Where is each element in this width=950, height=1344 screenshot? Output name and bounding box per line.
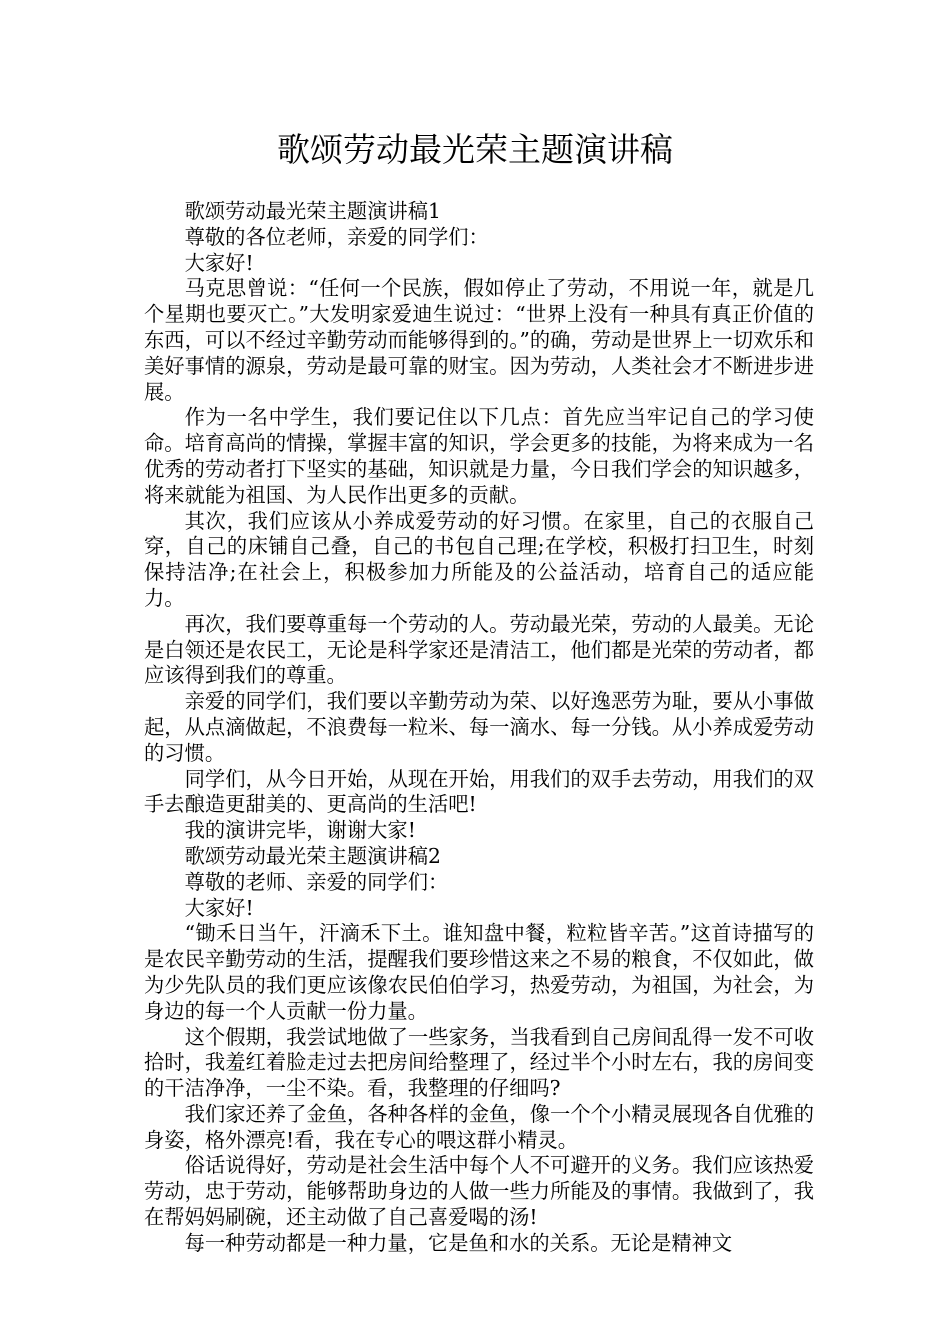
paragraph: 俗话说得好，劳动是社会生活中每个人不可避开的义务。我们应该热爱劳动，忠于劳动，能够帮助身边的人做一些力所能及的事情。我做到了，我在帮妈妈刷碗，还主动做了自己喜爱喝的汤! [144, 1153, 814, 1230]
paragraph: 尊敬的老师、亲爱的同学们： [184, 869, 449, 894]
paragraph: 亲爱的同学们，我们要以辛勤劳动为荣、以好逸恶劳为耻，要从小事做起，从点滴做起，不浪费每一粒米、每一滴水、每一分钱。从小养成爱劳动的习惯。 [144, 689, 814, 765]
paragraph: 每一种劳动都是一种力量，它是鱼和水的关系。无论是精神文 [184, 1230, 733, 1255]
paragraph: 再次，我们要尊重每一个劳动的人。劳动最光荣，劳动的人最美。无论是白领还是农民工，无论是科学家还是清洁工，他们都是光荣的劳动者，都应该得到我们的尊重。 [144, 611, 814, 688]
paragraph: 歌颂劳动最光荣主题演讲稿1 [184, 199, 441, 223]
paragraph: 这个假期，我尝试地做了一些家务，当我看到自己房间乱得一发不可收拾时，我羞红着脸走过去把房间给整理了，经过半个小时左右，我的房间变的干洁净净，一尘不染。看，我整理的仔细吗? [144, 1024, 814, 1101]
paragraph: 同学们，从今日开始，从现在开始，用我们的双手去劳动，用我们的双手去酿造更甜美的、更高尚的生活吧! [144, 766, 814, 817]
paragraph: 尊敬的各位老师，亲爱的同学们： [184, 224, 489, 249]
paragraph: 我们家还养了金鱼，各种各样的金鱼，像一个个小精灵展现各自优雅的身姿，格外漂亮!看，我在专心的喂这群小精灵。 [144, 1101, 814, 1152]
document-body [144, 199, 814, 1257]
paragraph: 作为一名中学生，我们要记住以下几点：首先应当牢记自己的学习使命。培育高尚的情操，掌握丰富的知识，学会更多的技能，为将来成为一名优秀的劳动者打下坚实的基础，知识就是力量，今日我们学会的知识越多，将来就能为祖国、为人民作出更多的贡献。 [144, 405, 814, 507]
paragraph: 马克思曾说：“任何一个民族，假如停止了劳动，不用说一年，就是几个星期也要灭亡。”大发明家爱迪生说过：“世界上没有一种具有真正价值的东西，可以不经过辛勤劳动而能够得到的。”的确，劳动是世界上一切欢乐和美好事情的源泉，劳动是最可靠的财宝。因为劳动，人类社会才不断进步进展。 [144, 276, 814, 404]
paragraph: 我的演讲完毕，谢谢大家! [184, 818, 416, 843]
paragraph: 歌颂劳动最光荣主题演讲稿2 [184, 843, 441, 868]
paragraph: 其次，我们应该从小养成爱劳动的好习惯。在家里，自己的衣服自己穿，自己的床铺自己叠，自己的书包自己理;在学校，积极打扫卫生，时刻保持洁净;在社会上，积极参加力所能及的公益活动，培育自己的适应能力。 [144, 508, 814, 610]
paragraph: 大家好! [184, 250, 254, 275]
document-title: 歌颂劳动最光荣主题演讲稿 [277, 130, 673, 169]
paragraph: “锄禾日当午，汗滴禾下土。谁知盘中餐，粒粒皆辛苦。”这首诗描写的是农民辛勤劳动的生活，提醒我们要珍惜这来之不易的粮食，不仅如此，做为少先队员的我们更应该像农民伯伯学习，热爱劳动，为祖国，为社会，为身边的每一个人贡献一份力量。 [144, 921, 814, 1023]
paragraph: 大家好! [184, 895, 254, 920]
